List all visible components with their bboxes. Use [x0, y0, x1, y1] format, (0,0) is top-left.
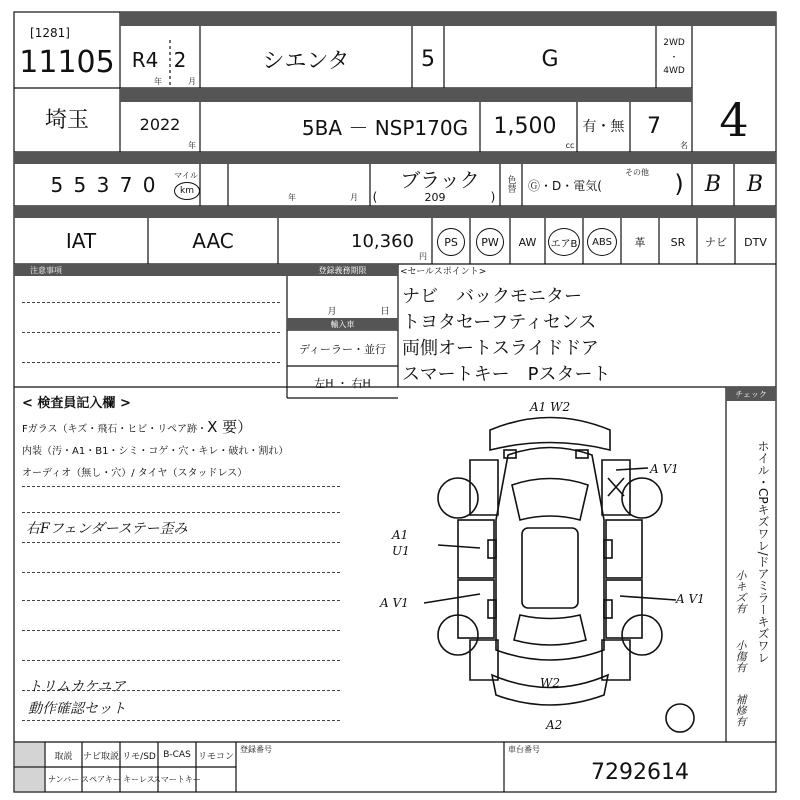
color-code-open: ( — [372, 190, 378, 204]
inspector-note-2: トリムカケユア — [28, 679, 126, 695]
equip-aw: AW — [518, 235, 537, 249]
drive-separator: ・ — [669, 52, 679, 63]
footer-spare-key: スペアキー — [81, 774, 121, 784]
equip-abs-label: ABS — [587, 228, 617, 256]
footer-manual: 取説 — [54, 751, 73, 762]
glass-mark: X 要） — [207, 418, 253, 436]
color-change-label: 色替 — [505, 175, 516, 193]
side-hand-1: 小キズ有 — [734, 570, 747, 614]
km-circle: km — [174, 182, 200, 200]
inspector-note-1: 右Fフェンダーステー歪み — [26, 521, 188, 537]
equip-abs — [585, 228, 619, 256]
diagram-left-side-mark-a: A1 — [392, 528, 409, 542]
equip-airbag-label: エアB — [548, 228, 580, 256]
remarks-line-1 — [22, 302, 280, 303]
chassis-label: 車台番号 — [508, 745, 540, 754]
equip-ps — [434, 228, 468, 256]
reg-number-label: 登録番号 — [240, 745, 272, 754]
seats: 7 — [647, 113, 661, 139]
month: 2 — [173, 48, 187, 72]
remarks-line-3 — [22, 362, 280, 363]
extra-mark-2: B — [746, 171, 764, 197]
inspector-line-1 — [22, 486, 340, 487]
color-name: ブラック — [400, 167, 480, 192]
mile-label: マイル — [174, 170, 198, 180]
equip-sunroof: SR — [670, 235, 686, 249]
prefecture: 埼玉 — [44, 107, 89, 133]
model-name: シエンタ — [262, 48, 350, 74]
transmission: IAT — [65, 229, 97, 253]
diagram-left-side-mark-b: U1 — [392, 544, 410, 558]
diagram-bottom-mark: A2 — [546, 718, 563, 732]
displacement: 1,500 — [493, 113, 557, 139]
footer-plate: ナンバー — [47, 774, 80, 784]
inspector-line-3 — [22, 542, 340, 543]
doors: 5 — [421, 46, 435, 72]
footer-bcas: B-CAS — [163, 750, 191, 760]
inspector-line-9 — [22, 720, 340, 721]
side-hand-2: 小傷有 — [734, 640, 747, 673]
sales-point-3: 両側オートスライドドア — [402, 338, 599, 359]
diagram-left-rear-mark: A V1 — [380, 596, 409, 610]
diagram-front-right-mark: A V1 — [650, 462, 679, 476]
steering-side: 左H ・ 右H — [314, 377, 371, 390]
side-panel-title: チェック — [735, 389, 767, 399]
sales-point-4: スマートキー Pスタート — [402, 364, 611, 385]
diagram-right-rear-mark: A V1 — [676, 592, 705, 606]
reg-month-unit: 月 — [327, 306, 337, 317]
reg-day-unit: 日 — [380, 306, 390, 317]
chassis-number: 7292614 — [591, 759, 689, 785]
diagram-top-mark: A1 W2 — [530, 400, 571, 414]
side-hand-3: 補修有 — [734, 694, 747, 727]
equip-ps-label: PS — [437, 228, 465, 256]
seats-unit: 名 — [680, 140, 688, 150]
drive-4wd: 4WD — [663, 66, 685, 76]
fuel-other-label: その他 — [625, 167, 649, 177]
side-panel-text: ホイル・CPキズワレ/ドアミラーキズワレ — [756, 440, 770, 664]
equip-dtv: DTV — [744, 235, 767, 249]
import-label: 輸入車 — [330, 319, 355, 329]
fuel-close: ) — [674, 170, 684, 198]
inspector-line-6 — [22, 630, 340, 631]
inspector-note-3: 動作確認セット — [28, 701, 126, 717]
cc-unit: cc — [565, 140, 575, 150]
sheet-id: [1281] — [30, 26, 70, 40]
inspector-line-5 — [22, 600, 340, 601]
glass-line — [22, 416, 252, 437]
diagram-rear-mark: W2 — [540, 676, 560, 690]
footer-remote: リモコン — [197, 751, 234, 762]
equip-navi: ナビ — [705, 236, 727, 249]
lot-number: 11105 — [19, 44, 115, 80]
inspector-title: < 検査員記入欄 > — [22, 396, 131, 411]
yen-unit: 円 — [419, 251, 427, 261]
equip-leather: 革 — [634, 236, 646, 249]
mileage: 5 5 3 7 0 — [50, 173, 158, 197]
inspector-line-7 — [22, 660, 340, 661]
month-unit: 月 — [188, 76, 196, 86]
shaken-month-unit: 月 — [350, 192, 358, 202]
model-year-unit: 年 — [188, 140, 196, 150]
sales-point-1: ナビ バックモニター — [402, 286, 582, 307]
year-era: R4 — [131, 48, 159, 72]
footer-navi-manual: ナビ取説 — [82, 751, 119, 762]
inspector-line-2 — [22, 512, 340, 513]
year-unit: 年 — [154, 76, 162, 86]
remarks-title: 注意事項 — [30, 265, 62, 275]
fuel-type: Ⓖ・D・電気( — [528, 178, 602, 193]
interior-line: 内装（汚・A1・B1・シミ・コゲ・穴・キレ・破れ・割れ） — [22, 446, 289, 457]
extra-mark-1: B — [704, 171, 722, 197]
aircon: AAC — [192, 229, 234, 253]
model-year: 2022 — [139, 114, 181, 134]
color-code-close: ) — [490, 190, 496, 204]
turbo: 有・無 — [582, 119, 625, 135]
equip-airbag — [547, 228, 581, 256]
shaken-year-unit: 年 — [288, 192, 296, 202]
color-code: 209 — [424, 190, 446, 204]
glass-line-text: Fガラス（キズ・飛石・ヒビ・リペア跡・ — [22, 424, 208, 435]
sales-point-2: トヨタセーフティセンス — [402, 312, 597, 333]
equip-pw — [472, 228, 508, 256]
recycle-fee: 10,360 — [351, 230, 414, 252]
footer-keyless: キーレス — [123, 774, 155, 784]
dealer-type: ディーラー・並行 — [298, 343, 387, 356]
drive-2wd: 2WD — [663, 38, 685, 48]
reg-deadline-label: 登録義務期限 — [318, 265, 367, 275]
footer-remo-sd: リモ/SD — [122, 751, 156, 762]
grade: G — [541, 46, 559, 72]
sales-points-title: <セールスポイント> — [400, 266, 487, 277]
remarks-line-2 — [22, 332, 280, 333]
footer-smart-key: スマートキー — [153, 774, 201, 784]
model-code: 5BA － NSP170G — [301, 115, 469, 140]
overall-score: 4 — [719, 93, 749, 147]
inspector-line-4 — [22, 572, 340, 573]
equip-pw-label: PW — [476, 228, 504, 256]
audio-line: オーディオ（無し・穴）/ タイヤ（スタッドレス） — [22, 468, 248, 479]
sales-points-list — [402, 282, 722, 386]
